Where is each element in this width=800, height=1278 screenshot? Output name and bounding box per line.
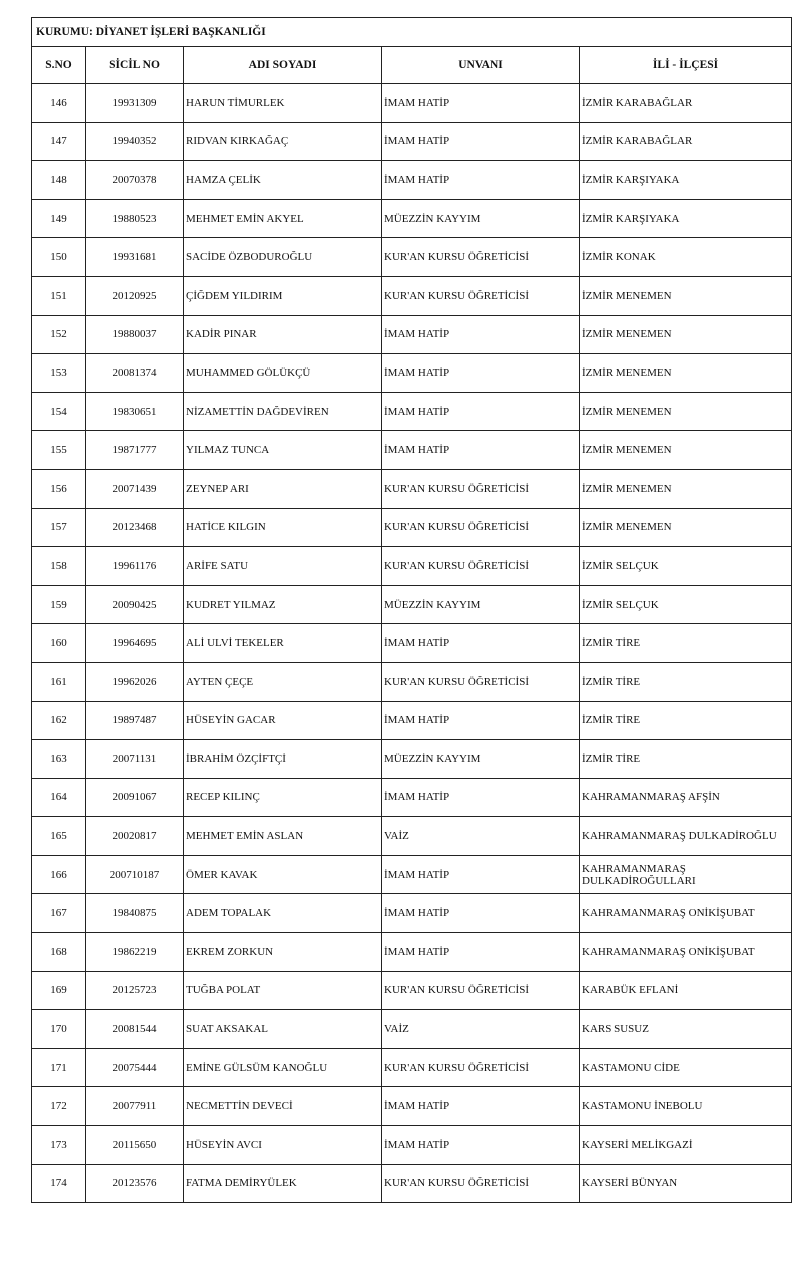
cell-unvani: KUR'AN KURSU ÖĞRETİCİSİ — [382, 469, 580, 508]
cell-ili-ilcesi: KAYSERİ BÜNYAN — [580, 1164, 792, 1203]
cell-sno: 173 — [32, 1126, 86, 1165]
cell-sicil-no: 20123576 — [86, 1164, 184, 1203]
table-row — [32, 740, 792, 779]
cell-adi-soyadi: SUAT AKSAKAL — [184, 1010, 382, 1049]
cell-sno: 147 — [32, 122, 86, 161]
cell-sicil-no: 19931681 — [86, 238, 184, 277]
cell-unvani: MÜEZZİN KAYYIM — [382, 585, 580, 624]
table-row — [32, 1087, 792, 1126]
table-row — [32, 508, 792, 547]
cell-sicil-no: 20071439 — [86, 469, 184, 508]
cell-adi-soyadi: MEHMET EMİN ASLAN — [184, 817, 382, 856]
cell-sicil-no: 20081374 — [86, 354, 184, 393]
cell-sicil-no: 19880523 — [86, 199, 184, 238]
cell-sicil-no: 20071131 — [86, 740, 184, 779]
cell-sicil-no: 19871777 — [86, 431, 184, 470]
cell-sno: 158 — [32, 547, 86, 586]
cell-sno: 161 — [32, 662, 86, 701]
cell-unvani: KUR'AN KURSU ÖĞRETİCİSİ — [382, 1048, 580, 1087]
cell-unvani: İMAM HATİP — [382, 354, 580, 393]
cell-adi-soyadi: EKREM ZORKUN — [184, 933, 382, 972]
table-row — [32, 933, 792, 972]
header-row — [32, 47, 792, 84]
table-row — [32, 392, 792, 431]
table-row — [32, 894, 792, 933]
document-sheet — [31, 17, 791, 1203]
cell-sno: 169 — [32, 971, 86, 1010]
cell-sno: 160 — [32, 624, 86, 663]
cell-ili-ilcesi: KAHRAMANMARAŞ ONİKİŞUBAT — [580, 933, 792, 972]
cell-sicil-no: 20075444 — [86, 1048, 184, 1087]
cell-unvani: KUR'AN KURSU ÖĞRETİCİSİ — [382, 276, 580, 315]
cell-unvani: İMAM HATİP — [382, 894, 580, 933]
cell-sicil-no: 19961176 — [86, 547, 184, 586]
header-unvani: UNVANI — [382, 47, 580, 84]
table-row — [32, 778, 792, 817]
cell-unvani: İMAM HATİP — [382, 701, 580, 740]
cell-unvani: KUR'AN KURSU ÖĞRETİCİSİ — [382, 547, 580, 586]
table-row — [32, 122, 792, 161]
cell-adi-soyadi: HAMZA ÇELİK — [184, 161, 382, 200]
cell-sicil-no: 20091067 — [86, 778, 184, 817]
cell-sicil-no: 20120925 — [86, 276, 184, 315]
cell-ili-ilcesi: İZMİR SELÇUK — [580, 547, 792, 586]
table-row — [32, 431, 792, 470]
cell-adi-soyadi: HARUN TİMURLEK — [184, 84, 382, 123]
cell-ili-ilcesi: İZMİR MENEMEN — [580, 392, 792, 431]
cell-adi-soyadi: KADİR PINAR — [184, 315, 382, 354]
cell-adi-soyadi: HÜSEYİN AVCI — [184, 1126, 382, 1165]
cell-sno: 149 — [32, 199, 86, 238]
table-row — [32, 199, 792, 238]
cell-sicil-no: 19962026 — [86, 662, 184, 701]
cell-adi-soyadi: KUDRET YILMAZ — [184, 585, 382, 624]
cell-unvani: MÜEZZİN KAYYIM — [382, 740, 580, 779]
cell-adi-soyadi: ARİFE SATU — [184, 547, 382, 586]
cell-adi-soyadi: NECMETTİN DEVECİ — [184, 1087, 382, 1126]
table-row — [32, 971, 792, 1010]
cell-ili-ilcesi: KARS SUSUZ — [580, 1010, 792, 1049]
table-row — [32, 624, 792, 663]
cell-ili-ilcesi: İZMİR MENEMEN — [580, 276, 792, 315]
cell-adi-soyadi: TUĞBA POLAT — [184, 971, 382, 1010]
cell-sicil-no: 200710187 — [86, 855, 184, 894]
cell-unvani: KUR'AN KURSU ÖĞRETİCİSİ — [382, 971, 580, 1010]
cell-sicil-no: 19840875 — [86, 894, 184, 933]
header-adi-soyadi: ADI SOYADI — [184, 47, 382, 84]
cell-unvani: VAİZ — [382, 1010, 580, 1049]
cell-unvani: MÜEZZİN KAYYIM — [382, 199, 580, 238]
table-row — [32, 855, 792, 894]
cell-adi-soyadi: MUHAMMED GÖLÜKÇÜ — [184, 354, 382, 393]
cell-sicil-no: 19931309 — [86, 84, 184, 123]
table-row — [32, 315, 792, 354]
cell-unvani: KUR'AN KURSU ÖĞRETİCİSİ — [382, 238, 580, 277]
cell-sno: 159 — [32, 585, 86, 624]
cell-unvani: İMAM HATİP — [382, 778, 580, 817]
cell-ili-ilcesi: İZMİR KARABAĞLAR — [580, 84, 792, 123]
header-ili-ilcesi: İLİ - İLÇESİ — [580, 47, 792, 84]
cell-adi-soyadi: HÜSEYİN GACAR — [184, 701, 382, 740]
cell-ili-ilcesi: İZMİR TİRE — [580, 740, 792, 779]
cell-ili-ilcesi: KARABÜK EFLANİ — [580, 971, 792, 1010]
personnel-table — [31, 17, 792, 1203]
cell-unvani: İMAM HATİP — [382, 855, 580, 894]
cell-unvani: İMAM HATİP — [382, 431, 580, 470]
cell-sno: 157 — [32, 508, 86, 547]
cell-sno: 170 — [32, 1010, 86, 1049]
cell-ili-ilcesi: İZMİR MENEMEN — [580, 354, 792, 393]
cell-sno: 162 — [32, 701, 86, 740]
cell-adi-soyadi: RECEP KILINÇ — [184, 778, 382, 817]
cell-ili-ilcesi: KAHRAMANMARAŞ DULKADİROĞLU — [580, 817, 792, 856]
cell-unvani: İMAM HATİP — [382, 624, 580, 663]
cell-adi-soyadi: ÇİĞDEM YILDIRIM — [184, 276, 382, 315]
cell-sicil-no: 19940352 — [86, 122, 184, 161]
cell-sno: 155 — [32, 431, 86, 470]
cell-sno: 171 — [32, 1048, 86, 1087]
cell-unvani: İMAM HATİP — [382, 1126, 580, 1165]
table-row — [32, 161, 792, 200]
cell-sno: 166 — [32, 855, 86, 894]
cell-adi-soyadi: ALİ ULVİ TEKELER — [184, 624, 382, 663]
cell-adi-soyadi: YILMAZ TUNCA — [184, 431, 382, 470]
cell-ili-ilcesi: KAHRAMANMARAŞ DULKADİROĞULLARI — [580, 855, 792, 894]
cell-sicil-no: 20115650 — [86, 1126, 184, 1165]
cell-ili-ilcesi: İZMİR TİRE — [580, 662, 792, 701]
cell-unvani: İMAM HATİP — [382, 1087, 580, 1126]
cell-sno: 172 — [32, 1087, 86, 1126]
table-row — [32, 1010, 792, 1049]
cell-adi-soyadi: SACİDE ÖZBODUROĞLU — [184, 238, 382, 277]
cell-ili-ilcesi: İZMİR KARABAĞLAR — [580, 122, 792, 161]
cell-sicil-no: 20077911 — [86, 1087, 184, 1126]
cell-sicil-no: 19964695 — [86, 624, 184, 663]
cell-sicil-no: 19897487 — [86, 701, 184, 740]
cell-ili-ilcesi: İZMİR SELÇUK — [580, 585, 792, 624]
cell-sno: 150 — [32, 238, 86, 277]
cell-sno: 174 — [32, 1164, 86, 1203]
cell-ili-ilcesi: KAYSERİ MELİKGAZİ — [580, 1126, 792, 1165]
cell-unvani: KUR'AN KURSU ÖĞRETİCİSİ — [382, 508, 580, 547]
cell-ili-ilcesi: İZMİR TİRE — [580, 624, 792, 663]
cell-sno: 154 — [32, 392, 86, 431]
cell-ili-ilcesi: İZMİR TİRE — [580, 701, 792, 740]
institution-title: KURUMU: DİYANET İŞLERİ BAŞKANLIĞI — [32, 18, 792, 47]
cell-ili-ilcesi: İZMİR KARŞIYAKA — [580, 199, 792, 238]
cell-sicil-no: 19880037 — [86, 315, 184, 354]
table-row — [32, 662, 792, 701]
table-row — [32, 547, 792, 586]
cell-sicil-no: 20070378 — [86, 161, 184, 200]
cell-unvani: İMAM HATİP — [382, 84, 580, 123]
cell-adi-soyadi: MEHMET EMİN AKYEL — [184, 199, 382, 238]
cell-ili-ilcesi: İZMİR MENEMEN — [580, 431, 792, 470]
cell-adi-soyadi: NİZAMETTİN DAĞDEVİREN — [184, 392, 382, 431]
cell-sicil-no: 20125723 — [86, 971, 184, 1010]
title-row — [32, 18, 792, 47]
cell-sno: 146 — [32, 84, 86, 123]
cell-sicil-no: 19862219 — [86, 933, 184, 972]
cell-adi-soyadi: ÖMER KAVAK — [184, 855, 382, 894]
cell-ili-ilcesi: KASTAMONU CİDE — [580, 1048, 792, 1087]
cell-sno: 168 — [32, 933, 86, 972]
table-row — [32, 238, 792, 277]
header-sicil-no: SİCİL NO — [86, 47, 184, 84]
table-row — [32, 469, 792, 508]
table-row — [32, 585, 792, 624]
cell-sicil-no: 20090425 — [86, 585, 184, 624]
cell-adi-soyadi: FATMA DEMİRYÜLEK — [184, 1164, 382, 1203]
table-row — [32, 817, 792, 856]
cell-ili-ilcesi: İZMİR MENEMEN — [580, 508, 792, 547]
cell-adi-soyadi: ADEM TOPALAK — [184, 894, 382, 933]
cell-sicil-no: 20020817 — [86, 817, 184, 856]
cell-sno: 165 — [32, 817, 86, 856]
cell-sicil-no: 20081544 — [86, 1010, 184, 1049]
table-row — [32, 1126, 792, 1165]
cell-sno: 163 — [32, 740, 86, 779]
table-row — [32, 84, 792, 123]
table-row — [32, 354, 792, 393]
cell-sicil-no: 20123468 — [86, 508, 184, 547]
cell-sno: 152 — [32, 315, 86, 354]
cell-adi-soyadi: İBRAHİM ÖZÇİFTÇİ — [184, 740, 382, 779]
cell-adi-soyadi: RIDVAN KIRKAĞAÇ — [184, 122, 382, 161]
cell-unvani: İMAM HATİP — [382, 161, 580, 200]
cell-unvani: İMAM HATİP — [382, 122, 580, 161]
cell-ili-ilcesi: KAHRAMANMARAŞ AFŞİN — [580, 778, 792, 817]
header-sno: S.NO — [32, 47, 86, 84]
cell-adi-soyadi: ZEYNEP ARI — [184, 469, 382, 508]
cell-sno: 151 — [32, 276, 86, 315]
cell-unvani: KUR'AN KURSU ÖĞRETİCİSİ — [382, 1164, 580, 1203]
cell-unvani: İMAM HATİP — [382, 392, 580, 431]
cell-ili-ilcesi: İZMİR MENEMEN — [580, 315, 792, 354]
cell-sno: 153 — [32, 354, 86, 393]
table-body — [32, 84, 792, 1203]
cell-adi-soyadi: EMİNE GÜLSÜM KANOĞLU — [184, 1048, 382, 1087]
cell-ili-ilcesi: İZMİR MENEMEN — [580, 469, 792, 508]
cell-sno: 164 — [32, 778, 86, 817]
cell-sno: 156 — [32, 469, 86, 508]
cell-unvani: VAİZ — [382, 817, 580, 856]
cell-adi-soyadi: AYTEN ÇEÇE — [184, 662, 382, 701]
table-row — [32, 276, 792, 315]
table-row — [32, 1048, 792, 1087]
cell-adi-soyadi: HATİCE KILGIN — [184, 508, 382, 547]
cell-sno: 167 — [32, 894, 86, 933]
cell-unvani: İMAM HATİP — [382, 933, 580, 972]
table-row — [32, 1164, 792, 1203]
cell-sicil-no: 19830651 — [86, 392, 184, 431]
cell-unvani: KUR'AN KURSU ÖĞRETİCİSİ — [382, 662, 580, 701]
cell-unvani: İMAM HATİP — [382, 315, 580, 354]
cell-sno: 148 — [32, 161, 86, 200]
cell-ili-ilcesi: İZMİR KONAK — [580, 238, 792, 277]
cell-ili-ilcesi: KAHRAMANMARAŞ ONİKİŞUBAT — [580, 894, 792, 933]
table-row — [32, 701, 792, 740]
cell-ili-ilcesi: KASTAMONU İNEBOLU — [580, 1087, 792, 1126]
cell-ili-ilcesi: İZMİR KARŞIYAKA — [580, 161, 792, 200]
